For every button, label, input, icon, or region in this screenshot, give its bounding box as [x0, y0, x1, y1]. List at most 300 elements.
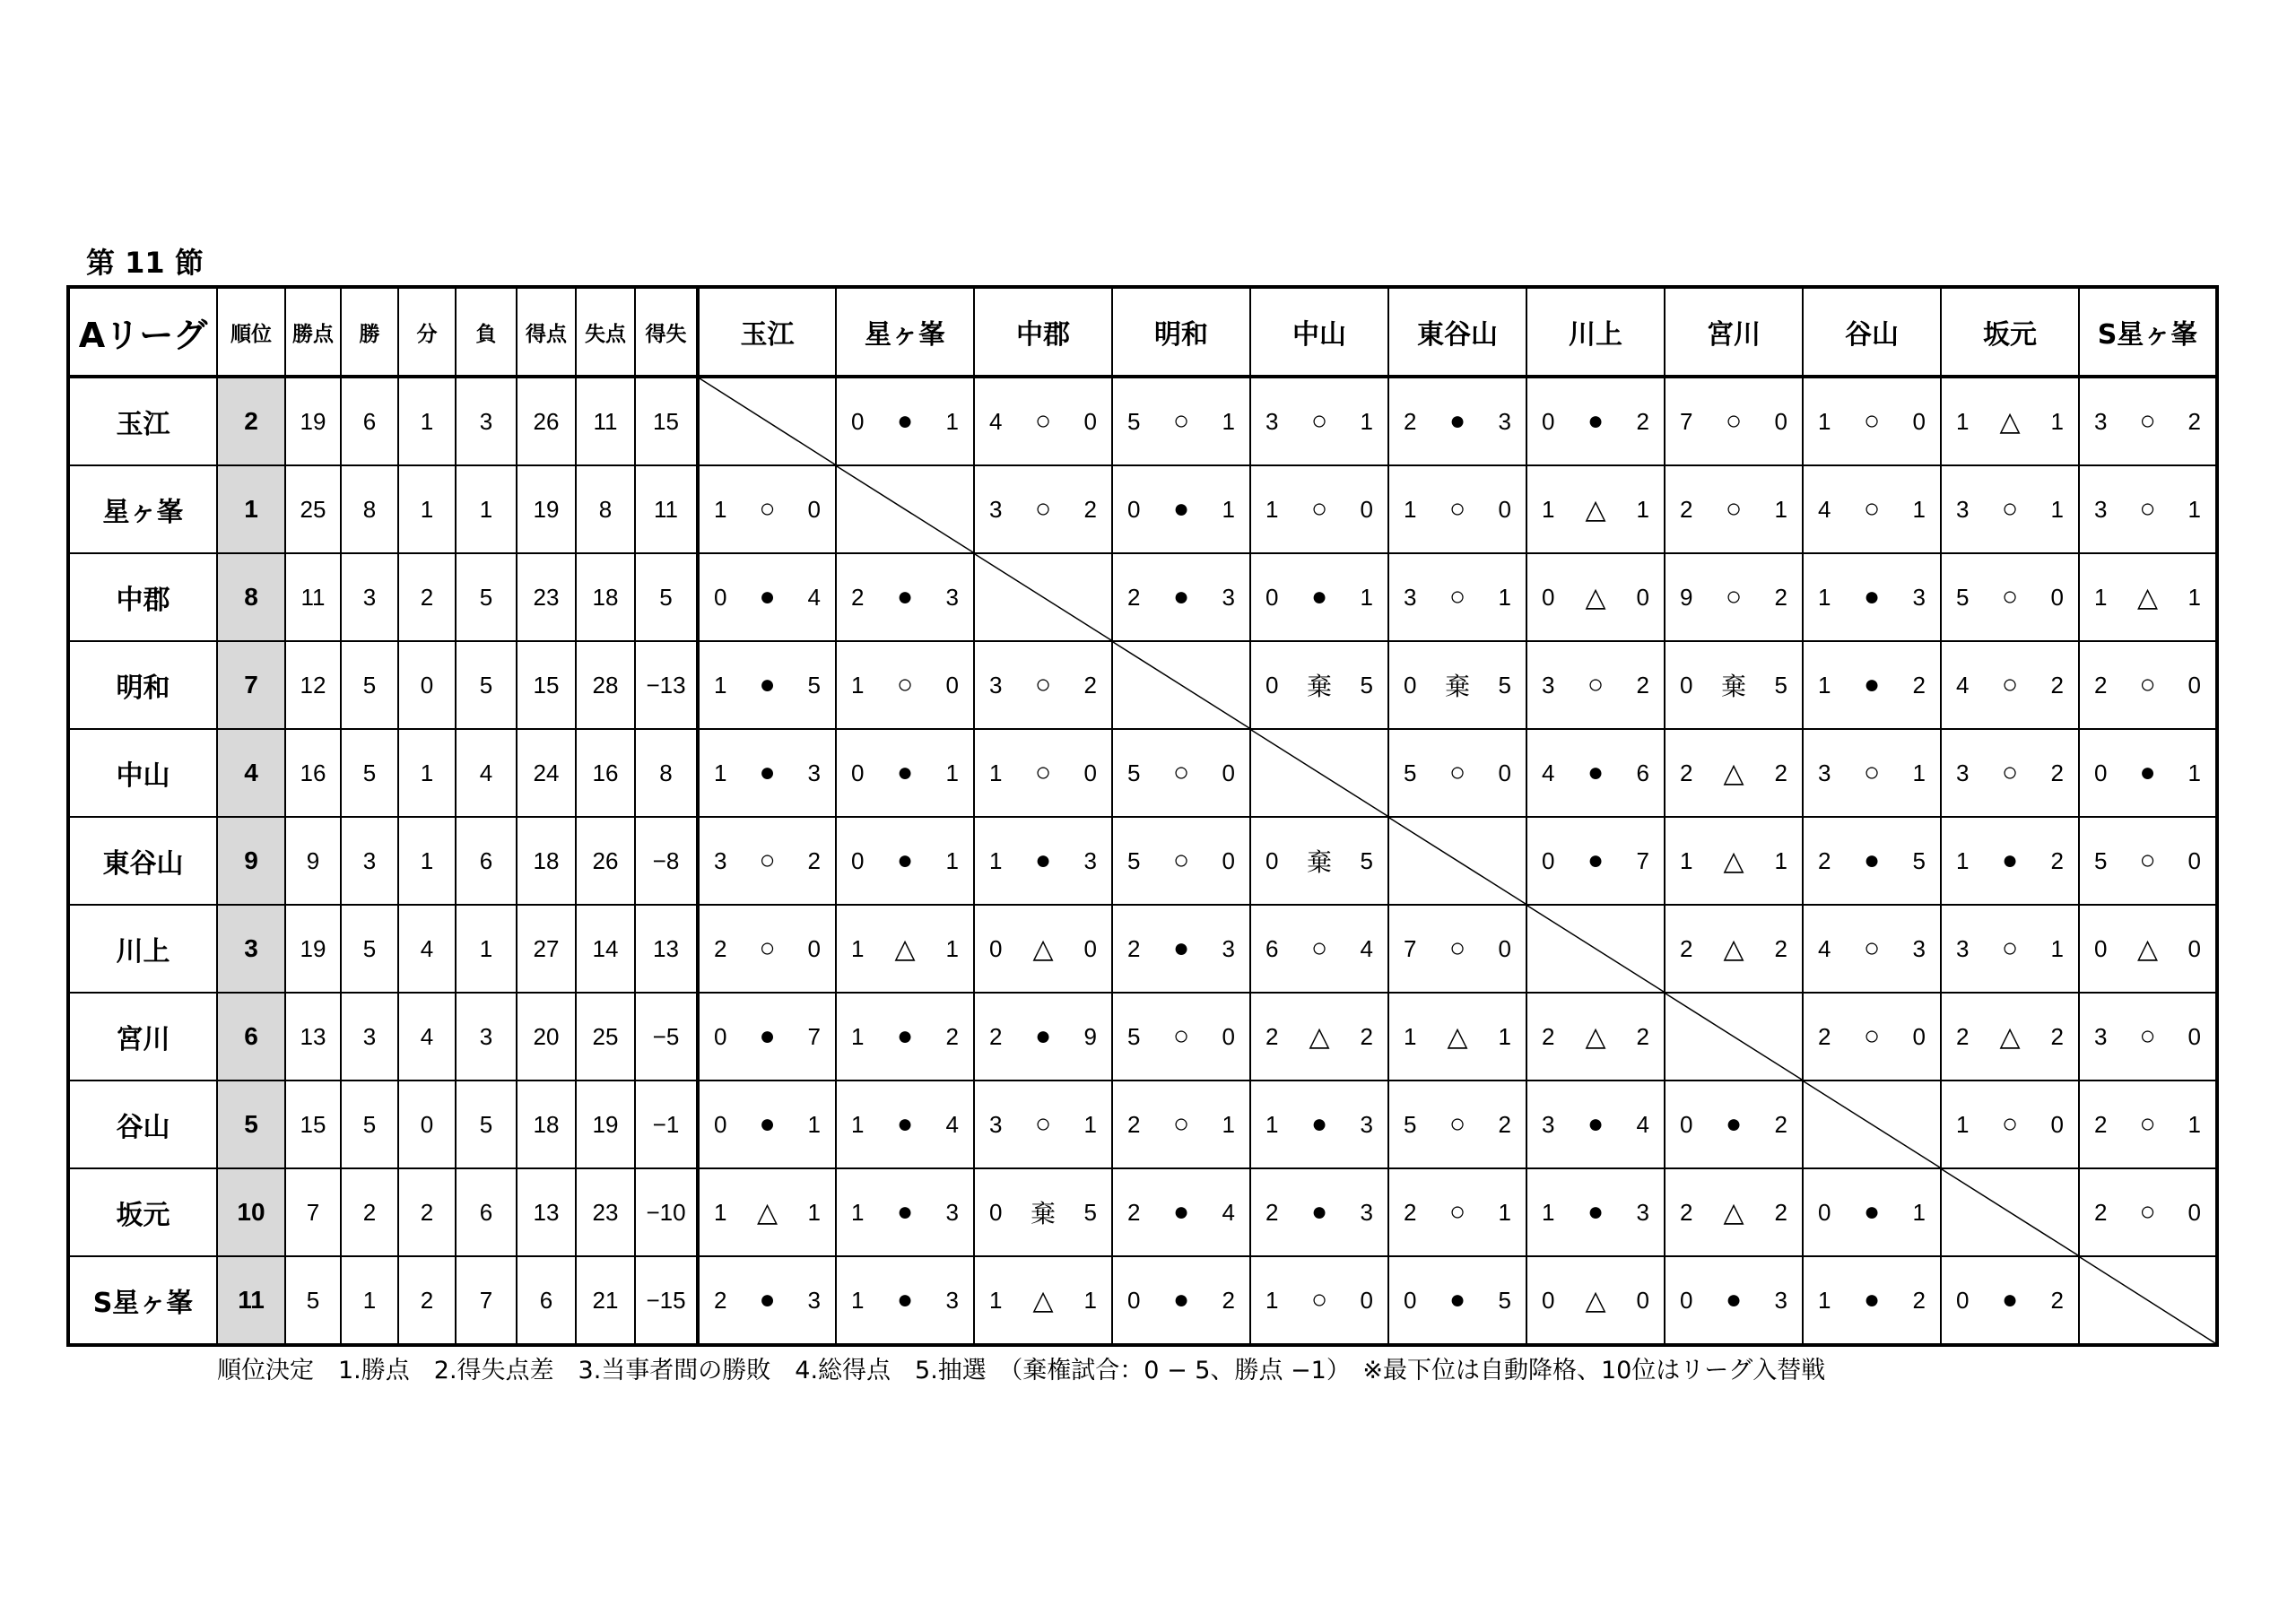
diagonal-line	[1527, 906, 1664, 992]
score-for: 0	[714, 1022, 727, 1050]
match-result	[2080, 406, 2215, 437]
score-for: 1	[1680, 846, 1693, 874]
win-mark-icon: ○	[1172, 846, 1190, 875]
match-result-cell	[836, 905, 974, 993]
score-for: 0	[989, 934, 1003, 962]
match-result	[2080, 1021, 2215, 1052]
match-result-cell	[1250, 905, 1388, 993]
match-result-cell	[836, 817, 974, 905]
score-against: 1	[1083, 1110, 1097, 1138]
match-result	[700, 1285, 835, 1315]
win-mark-icon: ○	[1448, 582, 1466, 612]
loss-mark-icon: ●	[1587, 846, 1605, 875]
win-mark-icon: ○	[2139, 406, 2156, 436]
stat-cell: −5	[635, 993, 698, 1081]
win-mark-icon: ○	[2139, 670, 2156, 699]
loss-mark-icon: ●	[1034, 1021, 1052, 1051]
score-for: 1	[1818, 407, 1831, 435]
match-result	[837, 670, 973, 700]
win-mark-icon: ○	[1448, 1197, 1466, 1227]
stat-header: 負	[456, 287, 517, 377]
win-mark-icon: ○	[1310, 1285, 1328, 1315]
stat-cell: 5	[456, 641, 517, 729]
diagonal-line	[1389, 818, 1526, 904]
stat-cell: 0	[398, 1081, 456, 1168]
stat-cell: 5	[341, 729, 398, 817]
score-for: 0	[2094, 934, 2108, 962]
score-for: 0	[1127, 495, 1141, 523]
win-mark-icon: ○	[1034, 406, 1052, 436]
loss-mark-icon: ●	[1172, 494, 1190, 524]
win-mark-icon: ○	[1172, 758, 1190, 787]
score-against: 1	[945, 407, 959, 435]
score-against: 3	[1912, 934, 1926, 962]
draw-mark-icon: △	[1723, 846, 1744, 876]
score-against: 0	[2187, 1198, 2201, 1226]
team-name: 星ヶ峯	[68, 465, 217, 553]
loss-mark-icon: ●	[1172, 933, 1190, 963]
score-for: 1	[1265, 1286, 1279, 1314]
loss-mark-icon: ●	[896, 582, 914, 612]
stat-cell: 15	[517, 641, 576, 729]
score-against: 2	[1774, 1198, 1787, 1226]
match-result-cell	[1250, 641, 1388, 729]
score-for: 3	[1956, 495, 1970, 523]
score-for: 1	[714, 495, 727, 523]
score-for: 4	[989, 407, 1003, 435]
score-for: 1	[851, 1286, 865, 1314]
diagonal-cell	[1388, 817, 1526, 905]
match-result	[975, 406, 1111, 437]
match-result	[1804, 1197, 1940, 1228]
header-row	[68, 287, 2217, 377]
score-for: 1	[714, 671, 727, 699]
score-for: 5	[1127, 759, 1141, 786]
match-result	[975, 1109, 1111, 1140]
round-title: 第 11 節	[86, 246, 204, 280]
match-result	[1251, 1197, 1387, 1228]
match-result	[1389, 494, 1526, 525]
diagonal-cell	[1526, 905, 1665, 993]
score-against: 1	[2050, 407, 2064, 435]
team-name: 谷山	[68, 1081, 217, 1168]
stat-cell: 13	[285, 993, 341, 1081]
score-for: 1	[1956, 1110, 1970, 1138]
team-name: 明和	[68, 641, 217, 729]
match-result	[1942, 933, 2078, 964]
match-result	[2080, 582, 2215, 613]
stat-cell: 3	[341, 817, 398, 905]
win-mark-icon: ○	[1172, 1021, 1190, 1051]
loss-mark-icon: ●	[1587, 406, 1605, 436]
match-result-cell	[836, 1081, 974, 1168]
score-for: 1	[1818, 1286, 1831, 1314]
match-result-cell	[1941, 465, 2079, 553]
match-result-cell	[1803, 993, 1941, 1081]
score-for: 3	[1542, 671, 1555, 699]
table-row	[68, 1081, 2217, 1168]
score-for: 5	[1127, 1022, 1141, 1050]
match-result	[1113, 1285, 1249, 1315]
score-for: 0	[1542, 583, 1555, 611]
match-result	[1527, 1109, 1664, 1140]
stat-cell: 5	[341, 641, 398, 729]
match-result-cell	[1803, 1168, 1941, 1256]
match-result-cell	[1112, 817, 1250, 905]
score-against: 0	[1083, 934, 1097, 962]
score-against: 1	[945, 934, 959, 962]
match-result-cell	[974, 465, 1112, 553]
draw-mark-icon: △	[1309, 1021, 1330, 1052]
score-for: 3	[1956, 759, 1970, 786]
draw-mark-icon: △	[756, 1197, 778, 1228]
match-result	[1665, 494, 1802, 525]
score-for: 0	[1265, 583, 1279, 611]
loss-mark-icon: ●	[2001, 1285, 2019, 1315]
opponent-header: S星ヶ峯	[2079, 287, 2217, 377]
match-result-cell	[974, 905, 1112, 993]
stat-cell: 19	[285, 905, 341, 993]
loss-mark-icon: ●	[759, 758, 776, 787]
win-mark-icon: ○	[1034, 1109, 1052, 1139]
match-result	[1804, 406, 1940, 437]
score-against: 2	[1636, 1022, 1649, 1050]
rank-cell: 8	[217, 553, 285, 641]
match-result	[975, 494, 1111, 525]
ranking-rules-footnote: 順位決定 1.勝点 2.得失点差 3.当事者間の勝敗 4.総得点 5.抽選 （棄権試合：0 − 5、勝点 −1） ※最下位は自動降格、10位はリーグ入替戦	[217, 1357, 1826, 1384]
score-against: 3	[945, 1286, 959, 1314]
rank-cell: 11	[217, 1256, 285, 1345]
score-for: 2	[1680, 934, 1693, 962]
stat-cell: 25	[576, 993, 635, 1081]
score-against: 1	[1774, 846, 1787, 874]
stat-cell: 13	[517, 1168, 576, 1256]
match-result	[837, 933, 973, 965]
score-against: 0	[2187, 671, 2201, 699]
opponent-header: 星ヶ峯	[836, 287, 974, 377]
score-for: 1	[1404, 1022, 1417, 1050]
match-result-cell	[698, 1168, 836, 1256]
match-result	[1665, 667, 1802, 703]
win-mark-icon: ○	[1725, 406, 1743, 436]
match-result-cell	[698, 641, 836, 729]
score-for: 0	[1404, 1286, 1417, 1314]
loss-mark-icon: ●	[1310, 1109, 1328, 1139]
win-mark-icon: ○	[2139, 494, 2156, 524]
diagonal-line	[837, 466, 973, 552]
match-result-cell	[1250, 817, 1388, 905]
stat-cell: 1	[456, 465, 517, 553]
score-for: 4	[1818, 934, 1831, 962]
score-against: 5	[1774, 671, 1787, 699]
match-result-cell	[1665, 817, 1803, 905]
match-result-cell	[1388, 729, 1526, 817]
score-against: 2	[1360, 1022, 1373, 1050]
match-result-cell	[2079, 1168, 2217, 1256]
match-result-cell	[1388, 465, 1526, 553]
win-mark-icon: ○	[1863, 758, 1881, 787]
score-for: 0	[1680, 1286, 1693, 1314]
score-for: 7	[1404, 934, 1417, 962]
match-result-cell	[1526, 465, 1665, 553]
match-result	[975, 758, 1111, 788]
score-for: 0	[1680, 1110, 1693, 1138]
match-result	[1389, 406, 1526, 437]
score-against: 1	[2050, 934, 2064, 962]
match-result-cell	[1112, 1081, 1250, 1168]
score-for: 2	[1680, 759, 1693, 786]
match-result	[1389, 933, 1526, 964]
score-for: 2	[1127, 583, 1141, 611]
loss-mark-icon: ●	[1034, 846, 1052, 875]
opponent-header: 中山	[1250, 287, 1388, 377]
diagonal-line	[1804, 1081, 1940, 1167]
rank-cell: 9	[217, 817, 285, 905]
score-for: 2	[2094, 1110, 2108, 1138]
score-for: 1	[2094, 583, 2108, 611]
match-result	[1804, 670, 1940, 700]
match-result	[1389, 1285, 1526, 1315]
score-against: 3	[1912, 583, 1926, 611]
match-result-cell	[974, 1081, 1112, 1168]
match-result	[1804, 582, 1940, 612]
stat-cell: 4	[398, 993, 456, 1081]
loss-mark-icon: ●	[896, 406, 914, 436]
match-result-cell	[1803, 377, 1941, 465]
match-result-cell	[1803, 1256, 1941, 1345]
stat-cell: 2	[398, 553, 456, 641]
forfeit-mark: 棄	[1030, 1199, 1056, 1228]
stat-header: 失点	[576, 287, 635, 377]
score-against: 5	[1912, 846, 1926, 874]
score-against: 1	[2187, 583, 2201, 611]
rank-cell: 7	[217, 641, 285, 729]
stat-cell: 11	[635, 465, 698, 553]
match-result	[837, 582, 973, 612]
score-against: 5	[1498, 671, 1511, 699]
score-against: 0	[807, 934, 821, 962]
match-result-cell	[1941, 729, 2079, 817]
match-result-cell	[1388, 1256, 1526, 1345]
match-result	[1804, 494, 1940, 525]
score-for: 3	[1404, 583, 1417, 611]
score-against: 0	[1912, 1022, 1926, 1050]
loss-mark-icon: ●	[1863, 1285, 1881, 1315]
score-for: 1	[1542, 1198, 1555, 1226]
stat-cell: 0	[398, 641, 456, 729]
match-result	[1251, 1285, 1387, 1315]
score-against: 1	[1083, 1286, 1097, 1314]
opponent-header: 明和	[1112, 287, 1250, 377]
score-for: 3	[1956, 934, 1970, 962]
stat-header: 勝点	[285, 287, 341, 377]
table-row	[68, 553, 2217, 641]
score-against: 6	[1636, 759, 1649, 786]
match-result-cell	[836, 377, 974, 465]
draw-mark-icon: △	[1032, 1285, 1054, 1315]
match-result	[2080, 494, 2215, 525]
loss-mark-icon: ●	[1863, 1197, 1881, 1227]
match-result	[2080, 670, 2215, 700]
score-against: 1	[807, 1110, 821, 1138]
team-name: 中郡	[68, 553, 217, 641]
match-result	[1804, 846, 1940, 876]
match-result-cell	[1665, 1081, 1803, 1168]
score-against: 3	[1222, 583, 1235, 611]
match-result-cell	[698, 993, 836, 1081]
score-against: 2	[2050, 1022, 2064, 1050]
stat-cell: 19	[576, 1081, 635, 1168]
match-result	[1665, 1109, 1802, 1140]
stat-cell: 18	[576, 553, 635, 641]
score-against: 1	[1222, 495, 1235, 523]
match-result	[1113, 758, 1249, 788]
match-result	[1665, 582, 1802, 612]
stat-cell: 12	[285, 641, 341, 729]
match-result	[975, 933, 1111, 965]
score-against: 1	[1912, 495, 1926, 523]
match-result	[2080, 933, 2215, 965]
score-against: 5	[1083, 1198, 1097, 1226]
score-for: 2	[1265, 1022, 1279, 1050]
score-for: 2	[1127, 1198, 1141, 1226]
match-result-cell	[836, 1168, 974, 1256]
score-for: 1	[1265, 1110, 1279, 1138]
win-mark-icon: ○	[1448, 1109, 1466, 1139]
stat-cell: 11	[576, 377, 635, 465]
match-result-cell	[1665, 905, 1803, 993]
score-against: 3	[1083, 846, 1097, 874]
opponent-header: 東谷山	[1388, 287, 1526, 377]
table-row	[68, 377, 2217, 465]
score-for: 3	[2094, 1022, 2108, 1050]
opponent-header: 中郡	[974, 287, 1112, 377]
match-result	[975, 670, 1111, 700]
match-result-cell	[1112, 905, 1250, 993]
score-against: 0	[2187, 1022, 2201, 1050]
stat-cell: 8	[635, 729, 698, 817]
forfeit-mark: 棄	[1306, 847, 1332, 877]
stat-cell: 2	[398, 1256, 456, 1345]
win-mark-icon: ○	[2001, 1109, 2019, 1139]
score-for: 2	[2094, 671, 2108, 699]
league-standings-table	[66, 285, 2219, 1347]
score-against: 3	[1222, 934, 1235, 962]
score-against: 1	[1360, 407, 1373, 435]
stat-cell: 7	[285, 1168, 341, 1256]
forfeit-mark: 棄	[1306, 672, 1332, 701]
opponent-header: 谷山	[1803, 287, 1941, 377]
score-against: 0	[1636, 583, 1649, 611]
loss-mark-icon: ●	[1587, 758, 1605, 787]
match-result	[1804, 933, 1940, 964]
match-result-cell	[1526, 1168, 1665, 1256]
score-for: 0	[851, 846, 865, 874]
score-for: 1	[1265, 495, 1279, 523]
score-against: 1	[1498, 583, 1511, 611]
loss-mark-icon: ●	[896, 1197, 914, 1227]
match-result-cell	[1250, 993, 1388, 1081]
score-for: 0	[1818, 1198, 1831, 1226]
match-result	[1665, 1285, 1802, 1315]
stat-cell: 1	[398, 465, 456, 553]
match-result-cell	[1112, 993, 1250, 1081]
score-for: 1	[851, 1110, 865, 1138]
match-result-cell	[2079, 465, 2217, 553]
match-result-cell	[2079, 905, 2217, 993]
score-for: 3	[989, 495, 1003, 523]
match-result	[1527, 670, 1664, 700]
match-result-cell	[698, 1081, 836, 1168]
team-name: 坂元	[68, 1168, 217, 1256]
score-against: 0	[1083, 759, 1097, 786]
stat-cell: 9	[285, 817, 341, 905]
loss-mark-icon: ●	[896, 1285, 914, 1315]
score-for: 1	[1818, 671, 1831, 699]
loss-mark-icon: ●	[759, 1021, 776, 1051]
score-against: 1	[1222, 407, 1235, 435]
draw-mark-icon: △	[1585, 1285, 1606, 1315]
draw-mark-icon: △	[1723, 933, 1744, 964]
win-mark-icon: ○	[759, 494, 776, 524]
match-result	[1942, 494, 2078, 525]
stat-cell: 5	[285, 1256, 341, 1345]
win-mark-icon: ○	[2001, 670, 2019, 699]
match-result-cell	[974, 817, 1112, 905]
match-result-cell	[2079, 377, 2217, 465]
stat-cell: 5	[341, 905, 398, 993]
match-result-cell	[1112, 1256, 1250, 1345]
stat-cell: 18	[517, 1081, 576, 1168]
score-against: 7	[1636, 846, 1649, 874]
loss-mark-icon: ●	[896, 1021, 914, 1051]
win-mark-icon: ○	[1034, 758, 1052, 787]
score-against: 0	[1222, 759, 1235, 786]
score-against: 0	[1498, 495, 1511, 523]
match-result	[1527, 1197, 1664, 1228]
score-against: 1	[1222, 1110, 1235, 1138]
match-result	[837, 846, 973, 876]
stat-cell: 8	[341, 465, 398, 553]
match-result-cell	[698, 905, 836, 993]
match-result-cell	[1665, 729, 1803, 817]
win-mark-icon: ○	[1448, 758, 1466, 787]
loss-mark-icon: ●	[1172, 1197, 1190, 1227]
score-against: 0	[2187, 846, 2201, 874]
win-mark-icon: ○	[2001, 494, 2019, 524]
score-for: 4	[1542, 759, 1555, 786]
score-for: 1	[714, 759, 727, 786]
score-for: 4	[1956, 671, 1970, 699]
match-result-cell	[1526, 641, 1665, 729]
stat-cell: 5	[635, 553, 698, 641]
win-mark-icon: ○	[1172, 1109, 1190, 1139]
score-against: 1	[2187, 759, 2201, 786]
loss-mark-icon: ●	[2001, 846, 2019, 875]
opponent-header: 坂元	[1941, 287, 2079, 377]
win-mark-icon: ○	[1034, 494, 1052, 524]
match-result	[1942, 846, 2078, 876]
win-mark-icon: ○	[2001, 582, 2019, 612]
match-result	[1251, 933, 1387, 964]
team-name: S星ヶ峯	[68, 1256, 217, 1345]
loss-mark-icon: ●	[1863, 846, 1881, 875]
score-against: 0	[1222, 1022, 1235, 1050]
score-for: 0	[1404, 671, 1417, 699]
score-for: 3	[1542, 1110, 1555, 1138]
match-result-cell	[698, 729, 836, 817]
match-result-cell	[1526, 1081, 1665, 1168]
